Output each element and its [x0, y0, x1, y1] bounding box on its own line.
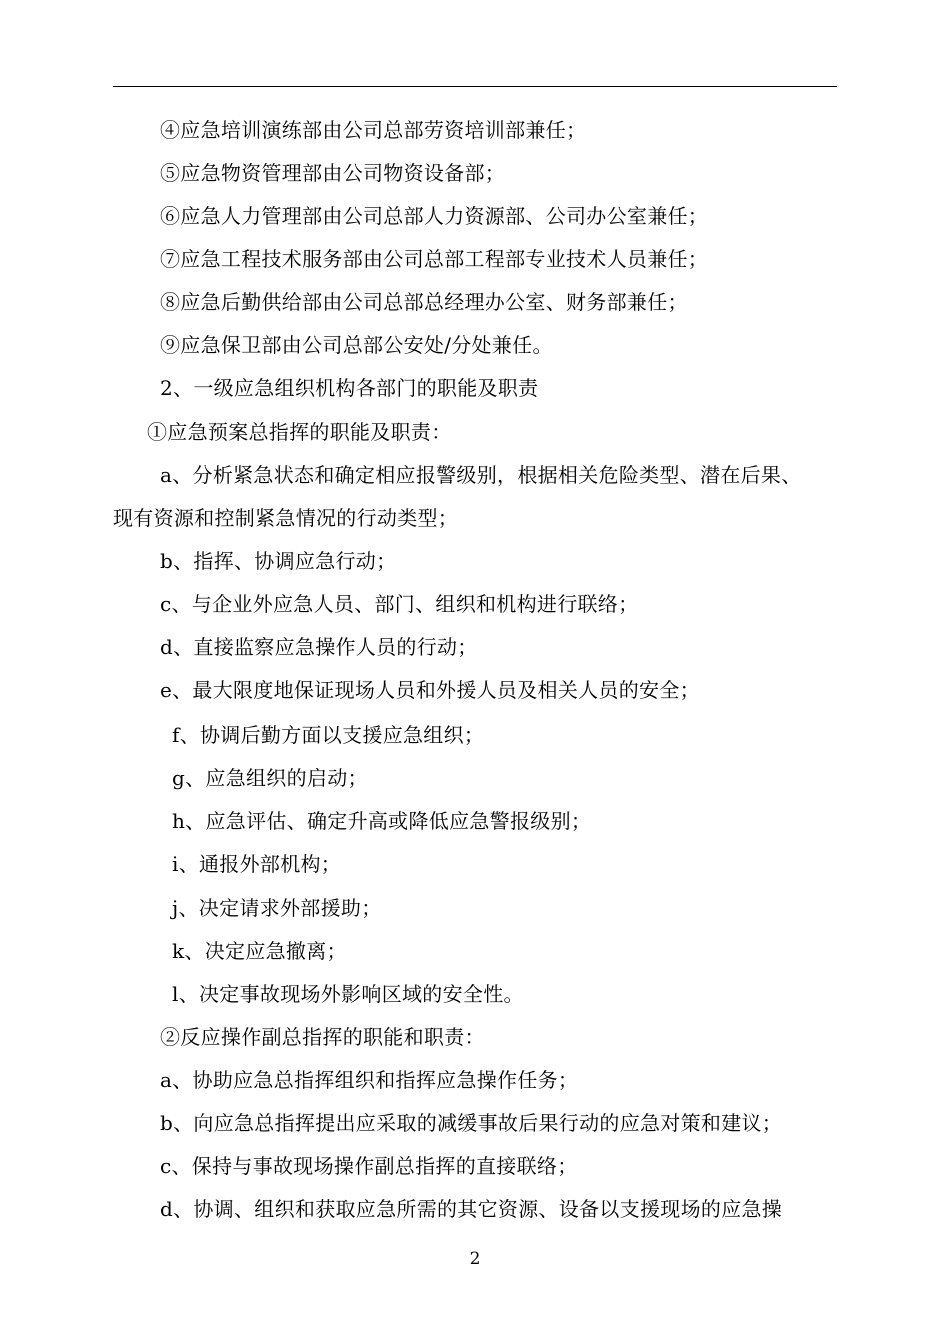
paragraph-line: a、协助应急总指挥组织和指挥应急操作任务； — [160, 1068, 579, 1092]
paragraph-line: ⑨应急保卫部由公司总部公安处/分处兼任。 — [160, 333, 553, 357]
header-rule — [113, 86, 837, 87]
subsection-heading: ②反应操作副总指挥的职能和职责： — [160, 1025, 485, 1049]
paragraph-line: a、分析紧急状态和确定相应报警级别，根据相关危险类型、潜在后果、 — [160, 463, 802, 487]
paragraph-line: h、应急评估、确定升高或降低应急警报级别； — [172, 809, 592, 833]
paragraph-line: d、协调、组织和获取应急所需的其它资源、设备以支援现场的应急操 — [160, 1197, 783, 1221]
paragraph-line: f、协调后勤方面以支援应急组织； — [172, 723, 485, 747]
paragraph-line: k、决定应急撤离； — [172, 939, 347, 963]
paragraph-line: d、直接监察应急操作人员的行动； — [160, 635, 478, 659]
paragraph-line: b、向应急总指挥提出应采取的减缓事故后果行动的应急对策和建议； — [160, 1111, 783, 1135]
paragraph-line: ⑦应急工程技术服务部由公司总部工程部专业技术人员兼任； — [160, 247, 709, 271]
subsection-heading: ①应急预案总指挥的职能及职责： — [147, 420, 452, 444]
page-number: 2 — [469, 1249, 481, 1269]
paragraph-line: ⑥应急人力管理部由公司总部人力资源部、公司办公室兼任； — [160, 204, 709, 228]
paragraph-line: ④应急培训演练部由公司总部劳资培训部兼任； — [160, 118, 587, 142]
paragraph-line: b、指挥、协调应急行动； — [160, 549, 397, 573]
paragraph-line: c、保持与事故现场操作副总指挥的直接联络； — [160, 1154, 578, 1178]
paragraph-line: c、与企业外应急人员、部门、组织和机构进行联络； — [160, 592, 639, 616]
paragraph-line: ⑤应急物资管理部由公司物资设备部； — [160, 161, 506, 185]
paragraph-line: l、决定事故现场外影响区域的安全性。 — [172, 982, 524, 1006]
paragraph-line: g、应急组织的启动； — [172, 766, 368, 790]
paragraph-line: e、最大限度地保证现场人员和外援人员及相关人员的安全； — [160, 678, 700, 702]
paragraph-line: 现有资源和控制紧急情况的行动类型； — [113, 506, 459, 530]
paragraph-line: ⑧应急后勤供给部由公司总部总经理办公室、财务部兼任； — [160, 290, 688, 314]
section-heading: 2、一级应急组织机构各部门的职能及职责 — [160, 376, 539, 400]
paragraph-line: j、决定请求外部援助； — [172, 896, 382, 920]
paragraph-line: i、通报外部机构； — [172, 852, 342, 876]
